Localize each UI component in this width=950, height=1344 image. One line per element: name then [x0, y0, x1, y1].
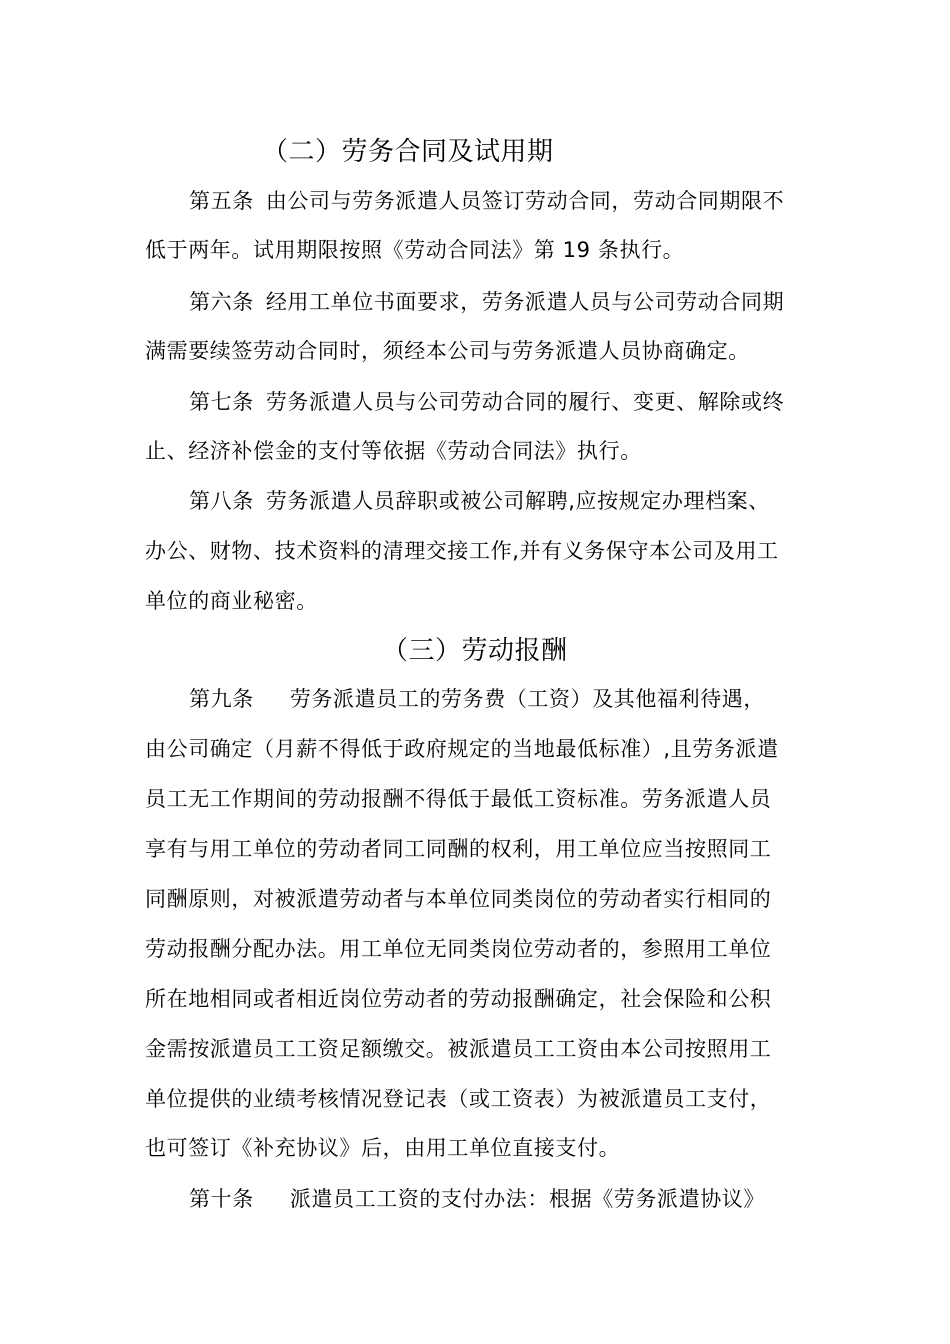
article-6-label: 第六条 [189, 290, 254, 314]
article-9-line-4: 享有与用工单位的劳动者同工同酬的权利，用工单位应当按照同工 [145, 837, 772, 861]
article-6-line-2: 满需要续签劳动合同时，须经本公司与劳务派遣人员协商确定。 [145, 339, 750, 363]
article-5-line-2: 低于两年。试用期限按照《劳动合同法》第 19 条执行。 [145, 238, 685, 262]
article-7-first-line [189, 388, 809, 416]
article-10-text: 派遣员工工资的支付办法：根据《劳务派遣协议》 [289, 1187, 766, 1211]
article-9-line-10: 也可签订《补充协议》后，由用工单位直接支付。 [145, 1136, 621, 1160]
article-5-first-line [189, 187, 809, 215]
article-8-line-2: 办公、财物、技术资料的清理交接工作,并有义务保守本公司及用工 [145, 539, 779, 563]
article-9-line-9: 单位提供的业绩考核情况登记表（或工资表）为被派遣员工支付， [145, 1087, 772, 1111]
article-8-line-3: 单位的商业秘密。 [145, 589, 318, 613]
article-9-line-3: 员工无工作期间的劳动报酬不得低于最低工资标准。劳务派遣人员 [145, 787, 772, 811]
section-heading-3: （三）劳动报酬 [382, 636, 568, 666]
article-9-line-6: 劳动报酬分配办法。用工单位无同类岗位劳动者的，参照用工单位 [145, 937, 772, 961]
article-9-first-line [189, 685, 809, 713]
article-9-line-8: 金需按派遣员工工资足额缴交。被派遣员工工资由本公司按照用工 [145, 1037, 772, 1061]
article-8-label: 第八条 [189, 489, 254, 513]
article-9-line-5: 同酬原则，对被派遣劳动者与本单位同类岗位的劳动者实行相同的 [145, 887, 772, 911]
article-9-label: 第九条 [189, 687, 254, 711]
article-9-line-7: 所在地相同或者相近岗位劳动者的劳动报酬确定，社会保险和公积 [145, 987, 772, 1011]
article-7-line-2: 止、经济补偿金的支付等依据《劳动合同法》执行。 [145, 439, 642, 463]
article-6-first-line [189, 288, 809, 316]
article-9-text: 劳务派遣员工的劳务费（工资）及其他福利待遇， [289, 687, 766, 711]
article-5-text: 由公司与劳务派遣人员签订劳动合同，劳动合同期限不 [265, 189, 785, 213]
article-7-text: 劳务派遣人员与公司劳动合同的履行、变更、解除或终 [265, 390, 785, 414]
article-8-first-line [189, 487, 809, 515]
article-10-label: 第十条 [189, 1187, 254, 1211]
article-9-line-2: 由公司确定（月薪不得低于政府规定的当地最低标准）,且劳务派遣 [145, 737, 779, 761]
article-6-text: 经用工单位书面要求，劳务派遣人员与公司劳动合同期 [265, 290, 785, 314]
section-heading-2: （二）劳务合同及试用期 [262, 137, 554, 167]
article-8-text: 劳务派遣人员辞职或被公司解聘,应按规定办理档案、 [265, 489, 770, 513]
article-7-label: 第七条 [189, 390, 254, 414]
article-10-first-line [189, 1185, 809, 1213]
article-5-label: 第五条 [189, 189, 254, 213]
